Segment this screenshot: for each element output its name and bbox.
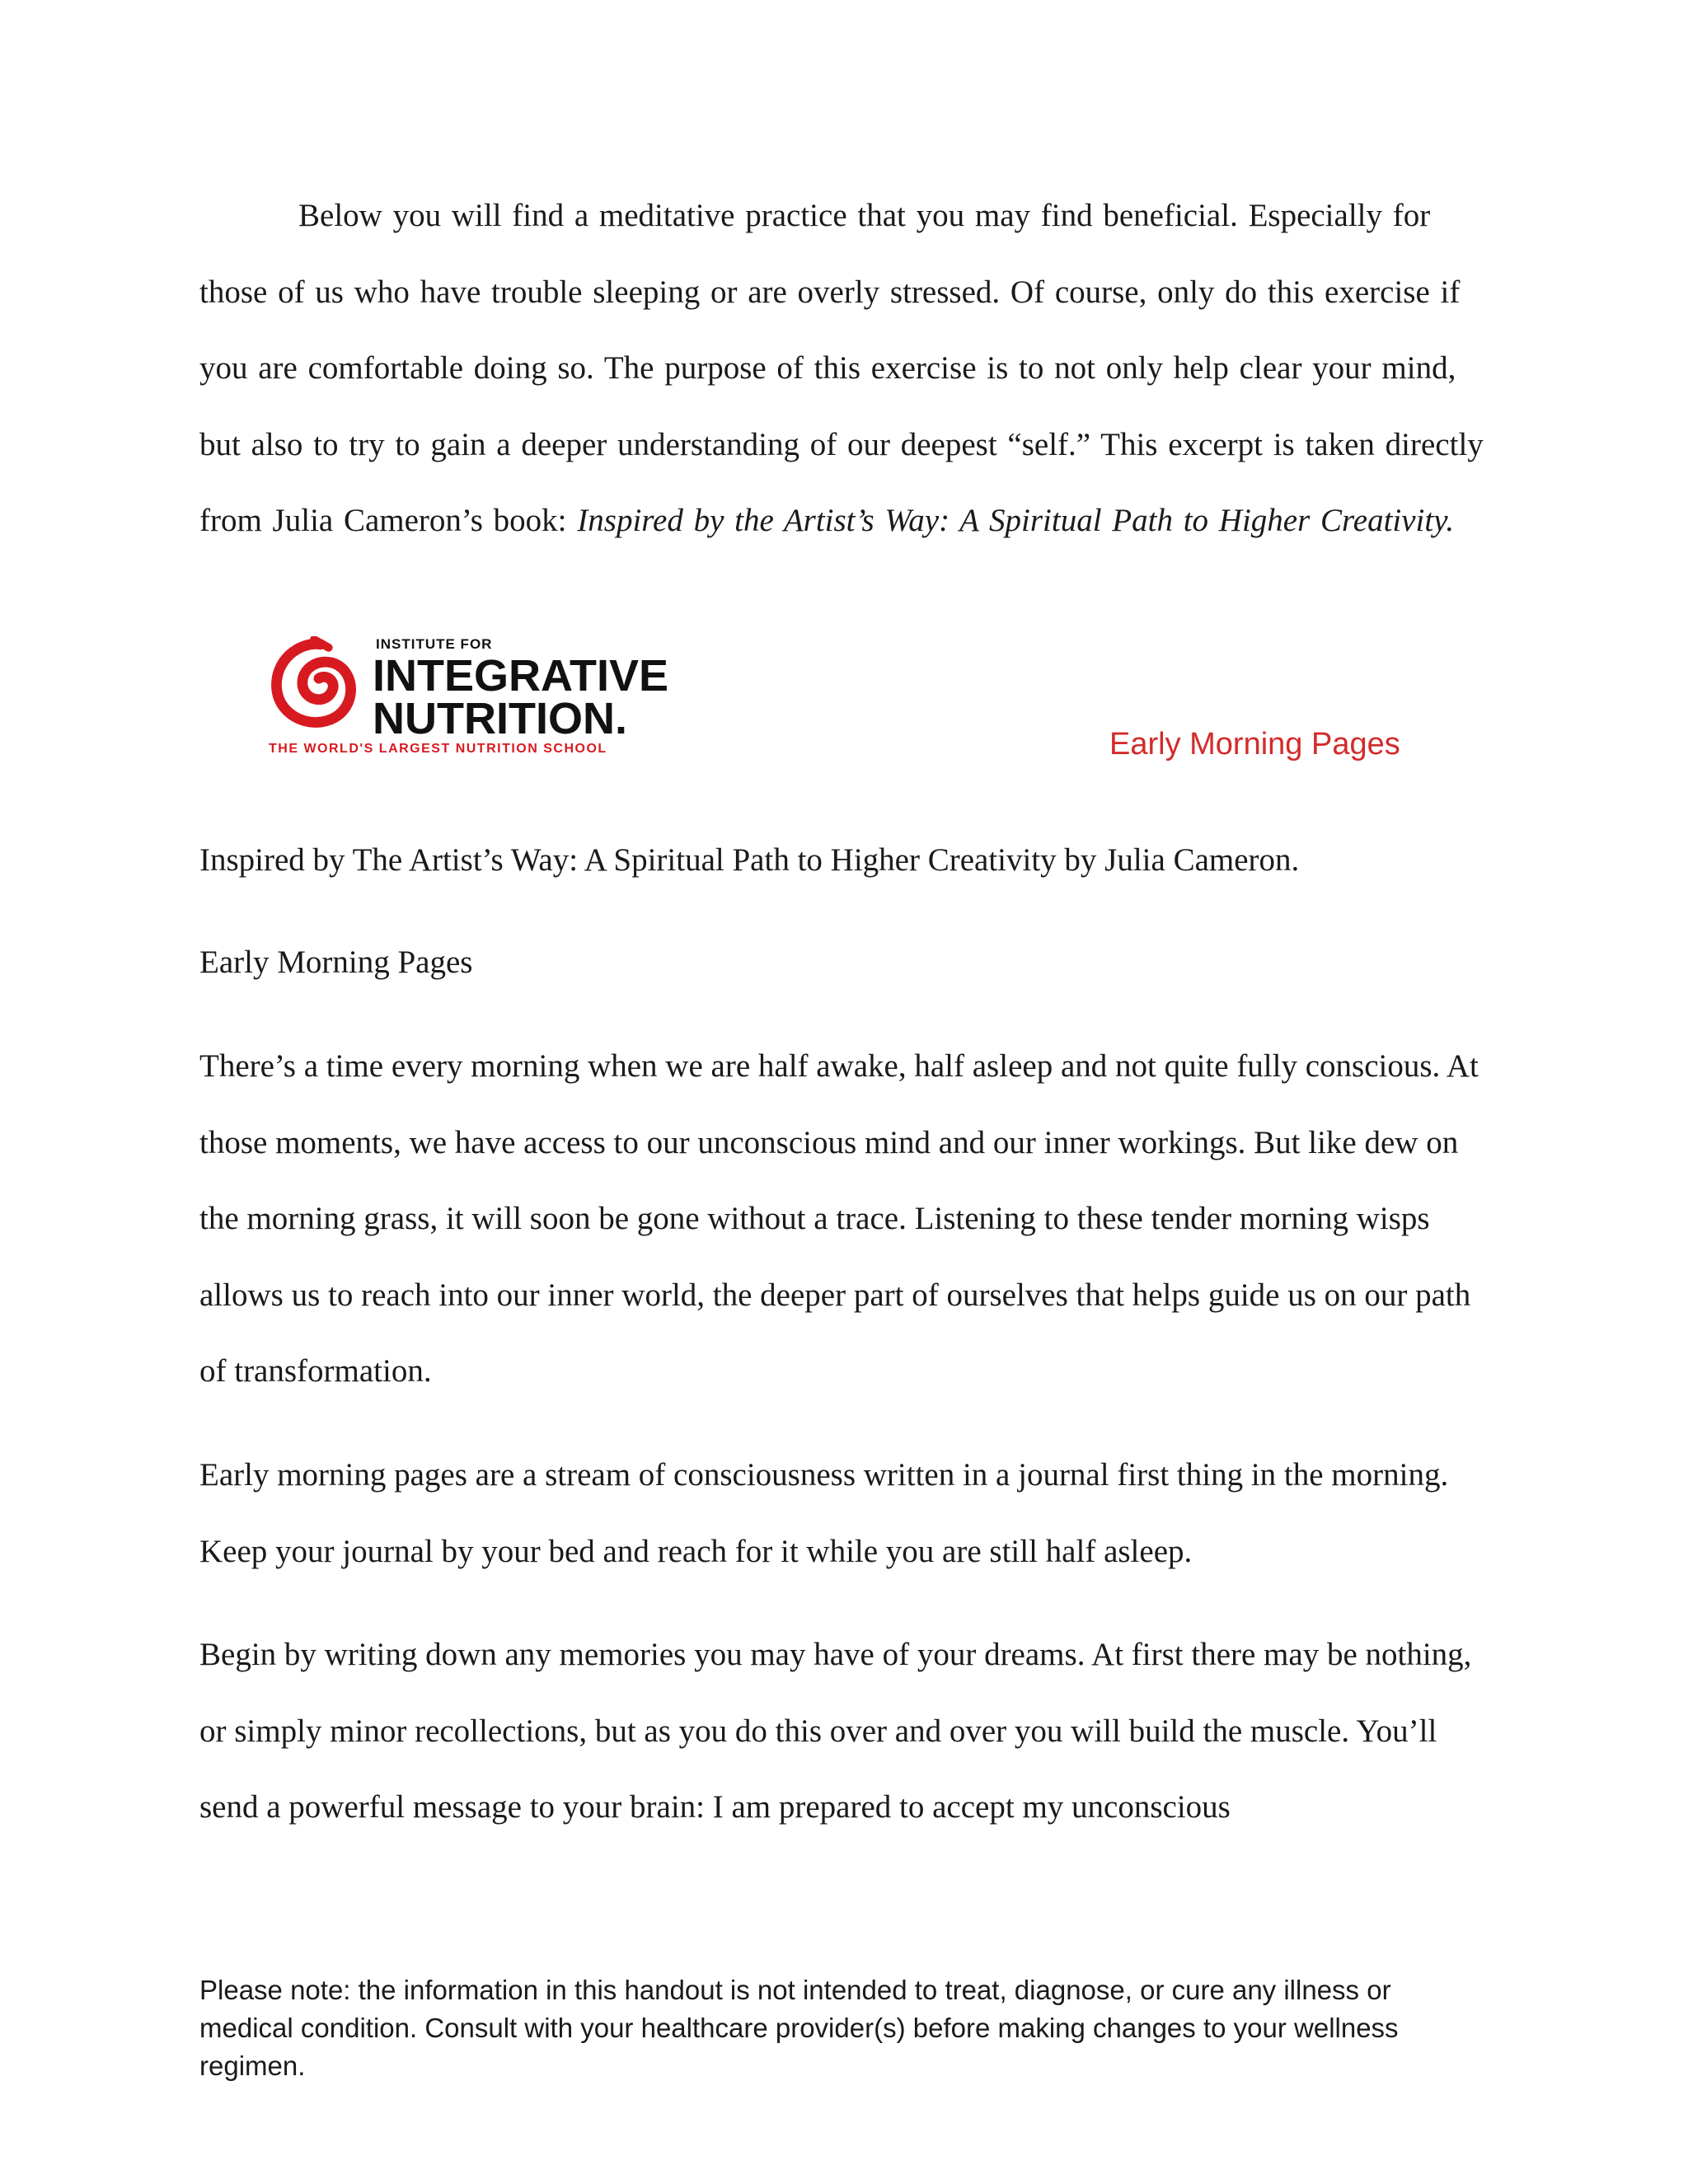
body-paragraph-3: Begin by writing down any memories you may have of your dreams. At first there may be nothing, or simply minor recollections, but as you do this over and over you will build the muscle. You’ll send a powerful message to your brain: I am prepared to accept my unconscious xyxy=(199,1637,1472,1825)
logo-banner xyxy=(262,628,1449,760)
section-heading: Early Morning Pages xyxy=(199,944,473,980)
logo-line-1: INTEGRATIVE xyxy=(373,651,669,701)
intro-text: Below you will find a meditative practice that you may find beneficial. Especially for those of us who have trouble sleeping or are overly stressed. Of course, only do this exercise if you are comfortable doing so. The purpose of this exercise is to not only help clear your mind, but also to try to gain a deeper understanding of our deepest “self.” This excerpt is taken directly from Julia Cameron’s book: xyxy=(199,198,1484,538)
book-title: Inspired by the Artist’s Way: A Spiritual Path to Higher Creativity. xyxy=(577,503,1455,538)
logo-tagline: THE WORLD'S LARGEST NUTRITION SCHOOL xyxy=(269,742,607,756)
disclaimer-footer: Please note: the information in this handout is not intended to treat, diagnose, or cure any illness or medical condition. Consult with your healthcare provider(s) before making changes to your wellness regimen. xyxy=(199,1975,1399,2081)
logo-small-text: INSTITUTE FOR xyxy=(376,636,493,652)
banner-title: Early Morning Pages xyxy=(1109,727,1400,762)
logo-line-2: NUTRITION. xyxy=(373,694,627,743)
integrative-nutrition-logo xyxy=(262,628,691,760)
body-paragraph-2: Early morning pages are a stream of consciousness written in a journal first thing in the morning. Keep your journal by your bed and reach for it while you are still half asleep. xyxy=(199,1457,1449,1569)
intro-paragraph xyxy=(199,178,1502,560)
body-paragraph-1: There’s a time every morning when we are half awake, half asleep and not quite fully conscious. At those moments, we have access to our unconscious mind and our inner workings. But like dew on the morning grass, it will soon be gone without a trace. Listening to these tender morning wisps allows us to reach into our inner world, the deeper part of ourselves that helps guide us on our path of transformation. xyxy=(199,1048,1479,1389)
book-credit: Inspired by The Artist’s Way: A Spiritual Path to Higher Creativity by Julia Cameron. xyxy=(199,842,1300,878)
spiral-logo-icon xyxy=(267,636,364,733)
